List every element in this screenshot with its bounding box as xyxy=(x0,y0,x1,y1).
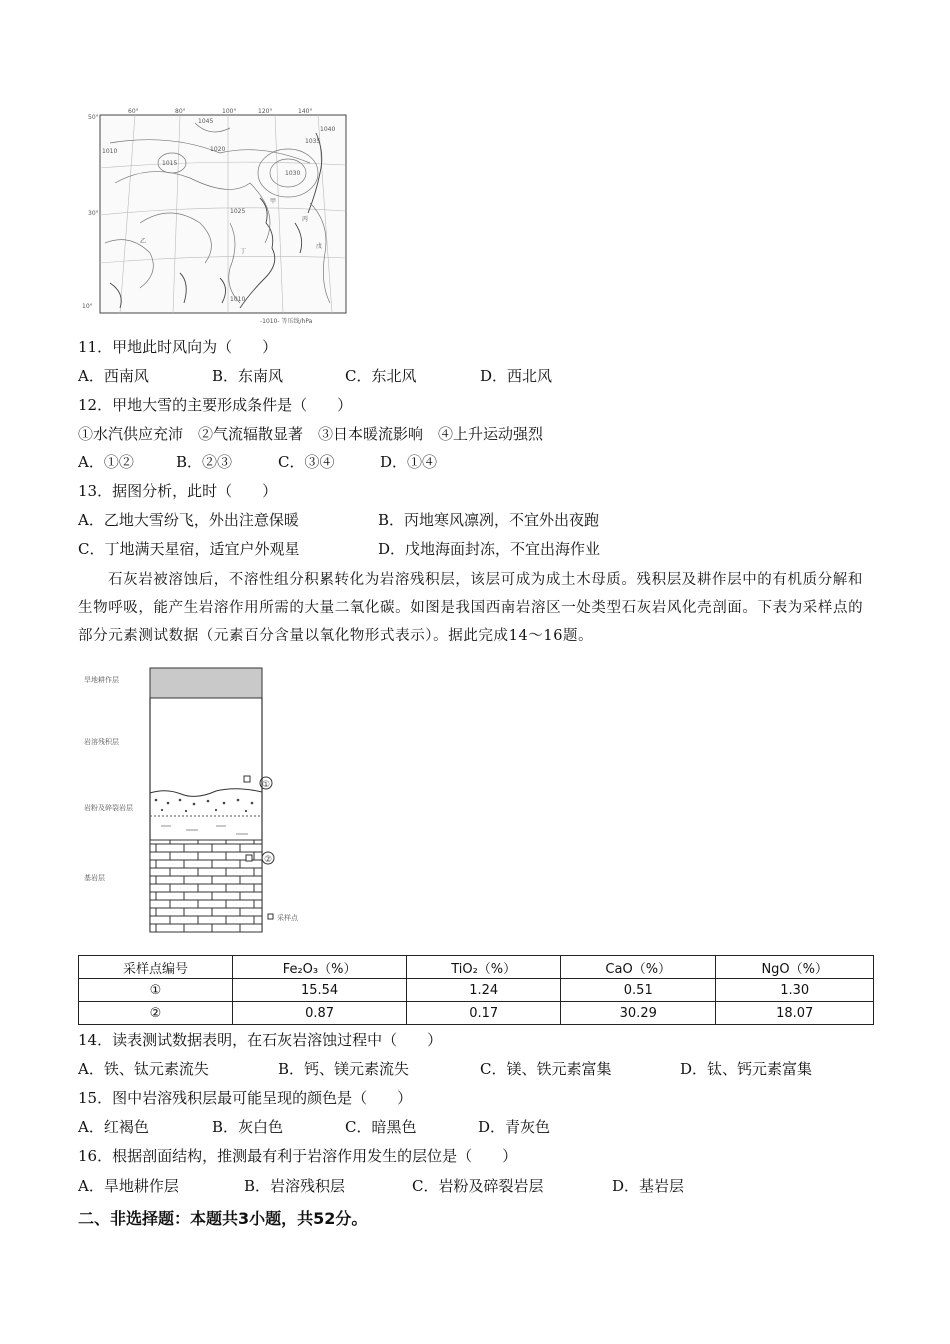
table-header-cell: TiO₂（%） xyxy=(407,956,561,979)
table-cell: 30.29 xyxy=(561,1002,716,1025)
table-cell: 1.30 xyxy=(716,979,874,1002)
q11-option-c[interactable]: C．东北风 xyxy=(345,367,417,385)
sample-legend: 采样点 xyxy=(277,914,298,922)
table-row xyxy=(79,1002,874,1025)
isobar-label: 1025 xyxy=(230,208,246,215)
place-label: 丁 xyxy=(240,248,247,255)
lon-label: 100° xyxy=(222,108,237,115)
q14-option-a[interactable]: A．铁、钛元素流失 xyxy=(78,1060,209,1078)
q13-option-b[interactable]: B．丙地寒风凛冽，不宜外出夜跑 xyxy=(378,511,600,529)
table-cell: 0.87 xyxy=(232,1002,406,1025)
lon-label: 60° xyxy=(128,108,139,115)
q12-option-b[interactable]: B．②③ xyxy=(176,453,233,471)
place-label: 戊 xyxy=(316,243,323,250)
place-label: 乙 xyxy=(140,238,147,245)
map-legend: -1010- 等压线/hPa xyxy=(260,318,313,325)
q12-option-d[interactable]: D．①④ xyxy=(380,453,438,471)
limestone-profile-figure xyxy=(76,660,336,936)
q14-option-d[interactable]: D．钛、钙元素富集 xyxy=(680,1060,813,1078)
table-header-row xyxy=(79,956,874,979)
question-12-choices: ①水汽供应充沛 ②气流辐散显著 ③日本暖流影响 ④上升运动强烈 xyxy=(78,425,544,443)
isobar-label: 1035 xyxy=(305,138,321,145)
lat-label: 30° xyxy=(88,210,99,217)
layer-label-farmland: 旱地耕作层 xyxy=(84,676,119,684)
table-row xyxy=(79,979,874,1002)
q16-option-a[interactable]: A．旱地耕作层 xyxy=(78,1177,179,1195)
q12-option-a[interactable]: A．①② xyxy=(78,453,134,471)
question-12-stem: 12．甲地大雪的主要形成条件是（ ） xyxy=(78,396,353,414)
table-header-cell: Fe₂O₃（%） xyxy=(232,956,406,979)
table-cell: 15.54 xyxy=(232,979,406,1002)
q13-option-a[interactable]: A．乙地大雪纷飞，外出注意保暖 xyxy=(78,511,299,529)
table-cell: 18.07 xyxy=(716,1002,874,1025)
place-label: 甲 xyxy=(270,198,277,205)
q15-option-a[interactable]: A．红褐色 xyxy=(78,1118,149,1136)
isobar-map xyxy=(80,103,355,328)
q13-option-c[interactable]: C．丁地满天星宿，适宜户外观星 xyxy=(78,540,300,558)
q13-option-d[interactable]: D．戊地海面封冻，不宜出海作业 xyxy=(378,540,601,558)
q15-option-d[interactable]: D．青灰色 xyxy=(478,1118,551,1136)
element-data-table xyxy=(78,955,874,1025)
table-header-cell: NgO（%） xyxy=(716,956,874,979)
isobar-label: 1030 xyxy=(285,170,301,177)
q15-option-b[interactable]: B．灰白色 xyxy=(212,1118,284,1136)
question-14-stem: 14．读表测试数据表明，在石灰岩溶蚀过程中（ ） xyxy=(78,1031,443,1049)
lon-label: 120° xyxy=(258,108,273,115)
isobar-label: 1045 xyxy=(198,118,214,125)
q16-option-d[interactable]: D．基岩层 xyxy=(612,1177,685,1195)
q11-option-d[interactable]: D．西北风 xyxy=(480,367,553,385)
question-15-stem: 15．图中岩溶残积层最可能呈现的颜色是（ ） xyxy=(78,1089,413,1107)
lat-label: 50° xyxy=(88,114,99,121)
isobar-label: 1040 xyxy=(320,126,336,133)
passage-intro: 石灰岩被溶蚀后，不溶性组分积累转化为岩溶残积层，该层可成为成土木母质。残积层及耕作层中的有机质分解和生物呼吸，能产生岩溶作用所需的大量二氧化碳。如图是我国西南岩溶区一处类型石灰岩风化壳剖面。下表为采样点的部分元素测试数据（元素百分含量以氧化物形式表示）。据此完成14～16题。 xyxy=(78,572,864,644)
lat-label: 10° xyxy=(82,303,93,310)
q11-option-a[interactable]: A．西南风 xyxy=(78,367,149,385)
question-13-stem: 13．据图分析，此时（ ） xyxy=(78,482,278,500)
layer-label-rock-powder: 岩粉及碎裂岩层 xyxy=(84,804,133,812)
sample-point-2: ② xyxy=(264,855,273,865)
q15-option-c[interactable]: C．暗黑色 xyxy=(345,1118,417,1136)
q16-option-c[interactable]: C．岩粉及碎裂岩层 xyxy=(412,1177,544,1195)
layer-label-residual: 岩溶残积层 xyxy=(84,738,119,746)
q12-option-c[interactable]: C．③④ xyxy=(278,453,335,471)
q11-option-b[interactable]: B．东南风 xyxy=(212,367,284,385)
isobar-label: 1010 xyxy=(102,148,118,155)
q14-option-b[interactable]: B．钙、镁元素流失 xyxy=(278,1060,410,1078)
table-cell: ① xyxy=(79,979,233,1002)
place-label: 丙 xyxy=(302,216,309,223)
layer-label-bedrock: 基岩层 xyxy=(84,874,105,882)
q14-option-c[interactable]: C．镁、铁元素富集 xyxy=(480,1060,612,1078)
sample-point-1: ① xyxy=(262,780,271,790)
table-header-cell: 采样点编号 xyxy=(79,956,233,979)
table-cell: 1.24 xyxy=(407,979,561,1002)
table-cell: 0.51 xyxy=(561,979,716,1002)
table-cell: 0.17 xyxy=(407,1002,561,1025)
question-16-stem: 16．根据剖面结构，推测最有利于岩溶作用发生的层位是（ ） xyxy=(78,1147,518,1165)
isobar-label: 1015 xyxy=(162,160,178,167)
question-11-stem: 11．甲地此时风向为（ ） xyxy=(78,338,278,356)
q16-option-b[interactable]: B．岩溶残积层 xyxy=(244,1177,346,1195)
isobar-label: 1020 xyxy=(210,146,226,153)
table-header-cell: CaO（%） xyxy=(561,956,716,979)
section-heading: 二、非选择题：本题共3小题，共52分。 xyxy=(78,1209,368,1228)
lon-label: 140° xyxy=(298,108,313,115)
table-cell: ② xyxy=(79,1002,233,1025)
isobar-label: 1010 xyxy=(230,296,246,303)
lon-label: 80° xyxy=(175,108,186,115)
